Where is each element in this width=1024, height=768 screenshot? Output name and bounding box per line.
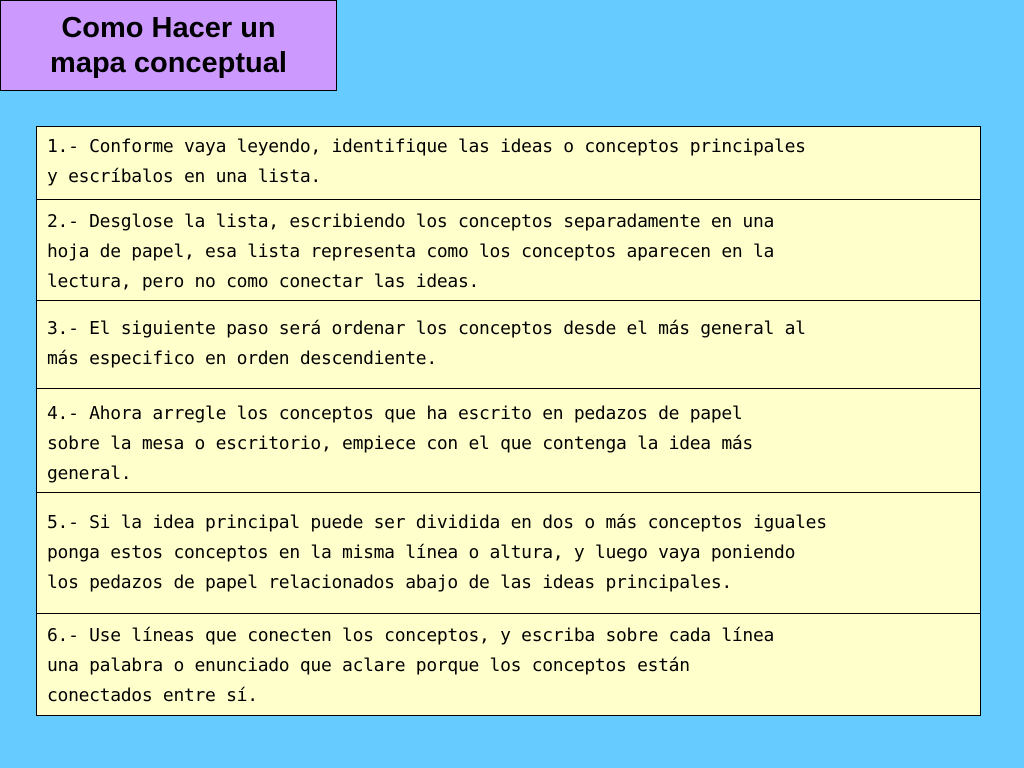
step-5 (37, 492, 980, 613)
title-line-1: Como Hacer un (61, 11, 276, 44)
step-3-text: 3.- El siguiente paso será ordenar los conceptos desde el más general al más especifico en orden descendiente. (47, 318, 806, 369)
step-1-text: 1.- Conforme vaya leyendo, identifique las ideas o conceptos principales y escríbalos en una lista. (47, 136, 806, 187)
step-3 (37, 300, 980, 388)
step-4-text: 4.- Ahora arregle los conceptos que ha escrito en pedazos de papel sobre la mesa o escritorio, empiece con el que contenga la idea más general. (47, 403, 753, 484)
title-line-2: mapa conceptual (50, 46, 287, 79)
step-2-text: 2.- Desglose la lista, escribiendo los conceptos separadamente en una hoja de papel, esa lista representa como los conceptos aparecen en la lectura, pero no como conectar las ideas. (47, 211, 775, 292)
step-6 (37, 613, 980, 715)
step-1 (37, 127, 980, 199)
steps-table (36, 126, 981, 716)
step-4 (37, 388, 980, 492)
step-6-text: 6.- Use líneas que conecten los conceptos, y escriba sobre cada línea una palabra o enunciado que aclare porque los conceptos están conectados entre sí. (47, 625, 775, 706)
title-box (0, 0, 337, 91)
step-2 (37, 199, 980, 300)
page-title (19, 11, 319, 81)
step-5-text: 5.- Si la idea principal puede ser dividida en dos o más conceptos iguales ponga estos conceptos en la misma línea o altura, y luego vaya poniendo los pedazos de papel relacionados abajo de las ideas principales. (47, 512, 827, 593)
